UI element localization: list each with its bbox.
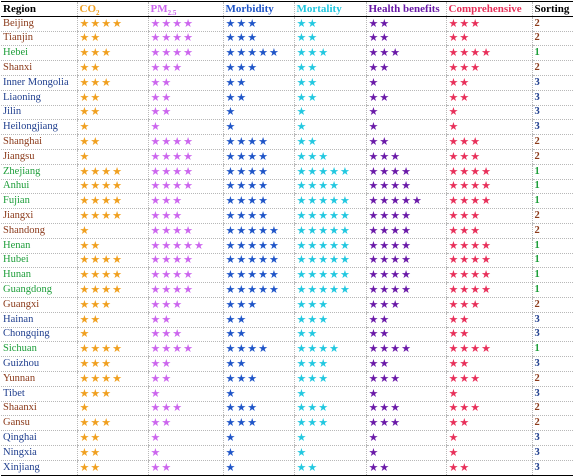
co2-rating-stars: ★★★★ — [77, 253, 148, 268]
mortality-rating-stars: ★★ — [294, 61, 366, 76]
pm25-rating-stars: ★ — [148, 120, 223, 135]
mortality-rating-stars: ★ — [294, 445, 366, 460]
co2-rating-stars: ★★★ — [77, 386, 148, 401]
comprehensive-rating-stars: ★★★ — [446, 135, 532, 150]
co2-rating-stars: ★★ — [77, 431, 148, 446]
co2-rating-stars: ★ — [77, 401, 148, 416]
pm25-rating-stars: ★★★★ — [148, 164, 223, 179]
table-row — [1, 16, 573, 31]
pm25-rating-stars: ★★★ — [148, 61, 223, 76]
health-benefits-rating-stars: ★★★★ — [366, 164, 446, 179]
co2-rating-stars: ★★★ — [77, 416, 148, 431]
mortality-rating-stars: ★★★★★ — [294, 238, 366, 253]
mortality-rating-stars: ★ — [294, 431, 366, 446]
pm25-rating-stars: ★★★★ — [148, 31, 223, 46]
morbidity-rating-stars: ★★★★ — [223, 135, 294, 150]
morbidity-rating-stars: ★★★★★ — [223, 268, 294, 283]
morbidity-rating-stars: ★★★ — [223, 371, 294, 386]
region-name: Guangdong — [1, 283, 77, 298]
co2-rating-stars: ★★★★ — [77, 16, 148, 31]
pm25-rating-stars: ★ — [148, 431, 223, 446]
co2-rating-stars: ★★ — [77, 460, 148, 475]
pm25-rating-stars: ★★★ — [148, 194, 223, 209]
sorting-rank: 2 — [532, 149, 573, 164]
table-row — [1, 209, 573, 224]
pm25-rating-stars: ★★★★ — [148, 283, 223, 298]
morbidity-rating-stars: ★ — [223, 445, 294, 460]
comprehensive-rating-stars: ★★ — [446, 327, 532, 342]
region-name: Jiangxi — [1, 209, 77, 224]
sorting-rank: 1 — [532, 342, 573, 357]
comprehensive-rating-stars: ★★★ — [446, 401, 532, 416]
health-benefits-rating-stars: ★★ — [366, 357, 446, 372]
mortality-rating-stars: ★★★ — [294, 149, 366, 164]
health-benefits-rating-stars: ★★★★ — [366, 342, 446, 357]
sorting-rank: 2 — [532, 401, 573, 416]
health-benefits-rating-stars: ★★ — [366, 135, 446, 150]
pm25-rating-stars: ★★★ — [148, 297, 223, 312]
sorting-rank: 2 — [532, 223, 573, 238]
mortality-rating-stars: ★★★★★ — [294, 164, 366, 179]
comprehensive-rating-stars: ★★ — [446, 75, 532, 90]
sorting-header: Sorting — [532, 2, 573, 17]
morbidity-header: Morbidity — [223, 2, 294, 17]
mortality-rating-stars: ★★ — [294, 31, 366, 46]
region-name: Shanghai — [1, 135, 77, 150]
co2-rating-stars: ★★★ — [77, 75, 148, 90]
table-row — [1, 386, 573, 401]
sorting-rank: 1 — [532, 46, 573, 61]
region-rating-table — [1, 1, 573, 476]
comprehensive-rating-stars: ★ — [446, 431, 532, 446]
pm25-rating-stars: ★★★★ — [148, 149, 223, 164]
health-benefits-rating-stars: ★★★★ — [366, 238, 446, 253]
pm25-rating-stars: ★★★★ — [148, 135, 223, 150]
comprehensive-rating-stars: ★★ — [446, 460, 532, 475]
morbidity-rating-stars: ★ — [223, 386, 294, 401]
sorting-rank: 3 — [532, 357, 573, 372]
morbidity-rating-stars: ★★ — [223, 357, 294, 372]
region-name: Qinghai — [1, 431, 77, 446]
region-name: Anhui — [1, 179, 77, 194]
header-row — [1, 2, 573, 17]
sorting-rank: 3 — [532, 327, 573, 342]
region-name: Hunan — [1, 268, 77, 283]
morbidity-rating-stars: ★★ — [223, 312, 294, 327]
sorting-rank: 2 — [532, 61, 573, 76]
pm25-rating-stars: ★★★★ — [148, 16, 223, 31]
table-row — [1, 371, 573, 386]
co2-rating-stars: ★★★★ — [77, 371, 148, 386]
mortality-rating-stars: ★★★★★ — [294, 223, 366, 238]
pm25-rating-stars: ★★★★ — [148, 342, 223, 357]
comprehensive-rating-stars: ★★★★ — [446, 194, 532, 209]
mortality-rating-stars: ★★★ — [294, 297, 366, 312]
table-row — [1, 90, 573, 105]
sorting-rank: 3 — [532, 75, 573, 90]
health-benefits-rating-stars: ★★★★ — [366, 209, 446, 224]
region-name: Yunnan — [1, 371, 77, 386]
comprehensive-rating-stars: ★★★★ — [446, 164, 532, 179]
pm25-rating-stars: ★★★ — [148, 401, 223, 416]
comprehensive-rating-stars: ★★★ — [446, 297, 532, 312]
table-row — [1, 105, 573, 120]
comprehensive-rating-stars: ★★★ — [446, 149, 532, 164]
comprehensive-rating-stars: ★★★★ — [446, 283, 532, 298]
region-name: Ningxia — [1, 445, 77, 460]
health-benefits-rating-stars: ★★★ — [366, 416, 446, 431]
health-benefits-rating-stars: ★★★★ — [366, 283, 446, 298]
table-row — [1, 297, 573, 312]
table-row — [1, 135, 573, 150]
sorting-rank: 2 — [532, 135, 573, 150]
comprehensive-rating-stars: ★★ — [446, 312, 532, 327]
region-name: Shaanxi — [1, 401, 77, 416]
table-row — [1, 164, 573, 179]
sorting-rank: 1 — [532, 179, 573, 194]
health-benefits-rating-stars: ★★★★ — [366, 268, 446, 283]
pm25-rating-stars: ★★★ — [148, 209, 223, 224]
region-name: Henan — [1, 238, 77, 253]
comprehensive-rating-stars: ★★★★ — [446, 179, 532, 194]
region-name: Hubei — [1, 253, 77, 268]
sorting-rank: 2 — [532, 297, 573, 312]
sorting-rank: 3 — [532, 431, 573, 446]
pm25-rating-stars: ★★★★ — [148, 268, 223, 283]
morbidity-rating-stars: ★★★★★ — [223, 238, 294, 253]
morbidity-rating-stars: ★★★★ — [223, 342, 294, 357]
table-row — [1, 416, 573, 431]
sorting-rank: 3 — [532, 90, 573, 105]
mortality-rating-stars: ★★ — [294, 327, 366, 342]
co2-rating-stars: ★★★★ — [77, 268, 148, 283]
sorting-rank: 3 — [532, 386, 573, 401]
morbidity-rating-stars: ★ — [223, 105, 294, 120]
pm25-rating-stars: ★★ — [148, 371, 223, 386]
co2-rating-stars: ★★ — [77, 445, 148, 460]
morbidity-rating-stars: ★★★ — [223, 16, 294, 31]
table-row — [1, 253, 573, 268]
sorting-rank: 2 — [532, 416, 573, 431]
comprehensive-header: Comprehensive — [446, 2, 532, 17]
health-benefits-header: Health benefits — [366, 2, 446, 17]
sorting-rank: 1 — [532, 194, 573, 209]
health-benefits-rating-stars: ★★★ — [366, 297, 446, 312]
table-row — [1, 431, 573, 446]
pm25-rating-stars: ★★ — [148, 460, 223, 475]
morbidity-rating-stars: ★ — [223, 431, 294, 446]
pm25-rating-stars: ★★★★ — [148, 179, 223, 194]
table-row — [1, 46, 573, 61]
comprehensive-rating-stars: ★★★★ — [446, 268, 532, 283]
morbidity-rating-stars: ★★★ — [223, 401, 294, 416]
co2-rating-stars: ★★★ — [77, 357, 148, 372]
pm25-rating-stars: ★★★★ — [148, 46, 223, 61]
pm25-rating-stars: ★★ — [148, 416, 223, 431]
pm25-rating-stars: ★★★★ — [148, 223, 223, 238]
region-name: Sichuan — [1, 342, 77, 357]
morbidity-rating-stars: ★★ — [223, 90, 294, 105]
table-row — [1, 327, 573, 342]
pm25-rating-stars: ★ — [148, 386, 223, 401]
region-name: Gansu — [1, 416, 77, 431]
health-benefits-rating-stars: ★★ — [366, 460, 446, 475]
sorting-rank: 3 — [532, 445, 573, 460]
table-header — [1, 2, 573, 17]
morbidity-rating-stars: ★★★ — [223, 31, 294, 46]
comprehensive-rating-stars: ★ — [446, 445, 532, 460]
health-benefits-rating-stars: ★★ — [366, 31, 446, 46]
sorting-rank: 2 — [532, 16, 573, 31]
sorting-rank: 1 — [532, 283, 573, 298]
pm25-header: $PM_{2.5}$ — [148, 2, 223, 17]
region-name: Heilongjiang — [1, 120, 77, 135]
table-row — [1, 357, 573, 372]
health-benefits-rating-stars: ★ — [366, 386, 446, 401]
table-row — [1, 445, 573, 460]
health-benefits-rating-stars: ★★ — [366, 90, 446, 105]
co2-rating-stars: ★★ — [77, 90, 148, 105]
region-name: Fujian — [1, 194, 77, 209]
health-benefits-rating-stars: ★★★★★ — [366, 194, 446, 209]
table-row — [1, 120, 573, 135]
pm25-rating-stars: ★★★ — [148, 327, 223, 342]
comprehensive-rating-stars: ★★★★ — [446, 46, 532, 61]
morbidity-rating-stars: ★★★ — [223, 416, 294, 431]
mortality-rating-stars: ★★★ — [294, 46, 366, 61]
pm25-rating-stars: ★★★★★ — [148, 238, 223, 253]
sorting-rank: 2 — [532, 31, 573, 46]
comprehensive-rating-stars: ★★★★ — [446, 342, 532, 357]
sorting-rank: 3 — [532, 105, 573, 120]
health-benefits-rating-stars: ★★★ — [366, 46, 446, 61]
pm25-rating-stars: ★★ — [148, 90, 223, 105]
co2-rating-stars: ★★★★ — [77, 164, 148, 179]
co2-rating-stars: ★★★★ — [77, 209, 148, 224]
morbidity-rating-stars: ★★★★ — [223, 209, 294, 224]
comprehensive-rating-stars: ★ — [446, 105, 532, 120]
health-benefits-rating-stars: ★★★ — [366, 401, 446, 416]
co2-rating-stars: ★ — [77, 327, 148, 342]
co2-rating-stars: ★★★★ — [77, 342, 148, 357]
mortality-rating-stars: ★★★★ — [294, 179, 366, 194]
comprehensive-rating-stars: ★★ — [446, 90, 532, 105]
morbidity-rating-stars: ★ — [223, 460, 294, 475]
morbidity-rating-stars: ★★ — [223, 75, 294, 90]
comprehensive-rating-stars: ★★★★ — [446, 238, 532, 253]
morbidity-rating-stars: ★★★★ — [223, 164, 294, 179]
health-benefits-rating-stars: ★★ — [366, 16, 446, 31]
mortality-rating-stars: ★ — [294, 386, 366, 401]
health-benefits-rating-stars: ★ — [366, 75, 446, 90]
comprehensive-rating-stars: ★★★ — [446, 16, 532, 31]
mortality-rating-stars: ★★★★★ — [294, 209, 366, 224]
pm25-rating-stars: ★ — [148, 445, 223, 460]
co2-rating-stars: ★★ — [77, 31, 148, 46]
pm25-rating-stars: ★★ — [148, 105, 223, 120]
pm25-rating-stars: ★★ — [148, 312, 223, 327]
co2-rating-stars: ★★ — [77, 312, 148, 327]
health-benefits-rating-stars: ★★★★ — [366, 223, 446, 238]
table-row — [1, 61, 573, 76]
sorting-rank: 1 — [532, 268, 573, 283]
morbidity-rating-stars: ★★★★★ — [223, 283, 294, 298]
region-name: Jilin — [1, 105, 77, 120]
health-benefits-rating-stars: ★★★ — [366, 371, 446, 386]
table-row — [1, 75, 573, 90]
pm25-rating-stars: ★★ — [148, 75, 223, 90]
co2-rating-stars: ★★ — [77, 61, 148, 76]
sorting-rank: 1 — [532, 238, 573, 253]
table-row — [1, 149, 573, 164]
mortality-rating-stars: ★ — [294, 120, 366, 135]
co2-rating-stars: ★ — [77, 120, 148, 135]
morbidity-rating-stars: ★ — [223, 120, 294, 135]
mortality-rating-stars: ★★★ — [294, 357, 366, 372]
table-row — [1, 460, 573, 475]
region-name: Shanxi — [1, 61, 77, 76]
table-row — [1, 223, 573, 238]
morbidity-rating-stars: ★★★★ — [223, 194, 294, 209]
region-name: Tianjin — [1, 31, 77, 46]
comprehensive-rating-stars: ★★ — [446, 31, 532, 46]
region-name: Chongqing — [1, 327, 77, 342]
table-body — [1, 16, 573, 475]
comprehensive-rating-stars: ★★ — [446, 416, 532, 431]
health-benefits-rating-stars: ★ — [366, 105, 446, 120]
sorting-rank: 2 — [532, 209, 573, 224]
comprehensive-rating-stars: ★★ — [446, 357, 532, 372]
morbidity-rating-stars: ★★★★★ — [223, 46, 294, 61]
health-benefits-rating-stars: ★ — [366, 445, 446, 460]
health-benefits-rating-stars: ★★ — [366, 312, 446, 327]
region-name: Zhejiang — [1, 164, 77, 179]
mortality-rating-stars: ★★★ — [294, 401, 366, 416]
morbidity-rating-stars: ★★ — [223, 327, 294, 342]
comprehensive-rating-stars: ★★★ — [446, 209, 532, 224]
region-name: Hebei — [1, 46, 77, 61]
mortality-rating-stars: ★★ — [294, 75, 366, 90]
mortality-rating-stars: ★★ — [294, 16, 366, 31]
mortality-rating-stars: ★★★★★ — [294, 194, 366, 209]
region-name: Jiangsu — [1, 149, 77, 164]
mortality-rating-stars: ★★★★★ — [294, 268, 366, 283]
sorting-rank: 3 — [532, 312, 573, 327]
co2-rating-stars: ★★★ — [77, 46, 148, 61]
health-benefits-rating-stars: ★★★ — [366, 149, 446, 164]
comprehensive-rating-stars: ★★★ — [446, 371, 532, 386]
health-benefits-rating-stars: ★ — [366, 120, 446, 135]
health-benefits-rating-stars: ★★★★ — [366, 253, 446, 268]
table-row — [1, 283, 573, 298]
region-name: Tibet — [1, 386, 77, 401]
morbidity-rating-stars: ★★★★ — [223, 179, 294, 194]
health-benefits-rating-stars: ★ — [366, 431, 446, 446]
co2-rating-stars: ★★★★ — [77, 283, 148, 298]
co2-rating-stars: ★★ — [77, 238, 148, 253]
table-row — [1, 179, 573, 194]
sorting-rank: 2 — [532, 371, 573, 386]
co2-header: $CO_2$ — [77, 2, 148, 17]
co2-rating-stars: ★★ — [77, 105, 148, 120]
co2-rating-stars: ★★★ — [77, 297, 148, 312]
region-name: Liaoning — [1, 90, 77, 105]
sorting-rank: 3 — [532, 120, 573, 135]
comprehensive-rating-stars: ★ — [446, 120, 532, 135]
table-row — [1, 31, 573, 46]
mortality-rating-stars: ★★★★ — [294, 342, 366, 357]
mortality-rating-stars: ★ — [294, 105, 366, 120]
table-row — [1, 312, 573, 327]
mortality-rating-stars: ★★ — [294, 90, 366, 105]
region-name: Inner Mongolia — [1, 75, 77, 90]
co2-rating-stars: ★ — [77, 223, 148, 238]
region-name: Shandong — [1, 223, 77, 238]
health-benefits-rating-stars: ★★★★ — [366, 179, 446, 194]
health-benefits-rating-stars: ★★ — [366, 61, 446, 76]
morbidity-rating-stars: ★★★★★ — [223, 253, 294, 268]
sorting-rank: 3 — [532, 460, 573, 475]
mortality-rating-stars: ★★★★★ — [294, 253, 366, 268]
health-benefits-rating-stars: ★★ — [366, 327, 446, 342]
co2-rating-stars: ★★★★ — [77, 194, 148, 209]
mortality-rating-stars: ★★★★★ — [294, 283, 366, 298]
morbidity-rating-stars: ★★★★★ — [223, 223, 294, 238]
region-name: Guizhou — [1, 357, 77, 372]
table-row — [1, 342, 573, 357]
mortality-rating-stars: ★★★ — [294, 416, 366, 431]
region-name: Beijing — [1, 16, 77, 31]
region-name: Hainan — [1, 312, 77, 327]
mortality-rating-stars: ★★★ — [294, 312, 366, 327]
comprehensive-rating-stars: ★★★ — [446, 61, 532, 76]
sorting-rank: 1 — [532, 164, 573, 179]
table-row — [1, 401, 573, 416]
region-header: Region — [1, 2, 77, 17]
pm25-rating-stars: ★★ — [148, 357, 223, 372]
mortality-rating-stars: ★★ — [294, 135, 366, 150]
morbidity-rating-stars: ★★★★ — [223, 149, 294, 164]
pm25-rating-stars: ★★★★ — [148, 253, 223, 268]
comprehensive-rating-stars: ★ — [446, 386, 532, 401]
table-row — [1, 238, 573, 253]
mortality-rating-stars: ★★ — [294, 460, 366, 475]
co2-rating-stars: ★★ — [77, 135, 148, 150]
morbidity-rating-stars: ★★★ — [223, 61, 294, 76]
comprehensive-rating-stars: ★★★ — [446, 223, 532, 238]
table-row — [1, 268, 573, 283]
mortality-header: Mortality — [294, 2, 366, 17]
comprehensive-rating-stars: ★★★★ — [446, 253, 532, 268]
co2-rating-stars: ★★★★ — [77, 179, 148, 194]
co2-rating-stars: ★ — [77, 149, 148, 164]
mortality-rating-stars: ★★★ — [294, 371, 366, 386]
region-name: Xinjiang — [1, 460, 77, 475]
sorting-rank: 1 — [532, 253, 573, 268]
morbidity-rating-stars: ★★★ — [223, 297, 294, 312]
region-name: Guangxi — [1, 297, 77, 312]
table-row — [1, 194, 573, 209]
